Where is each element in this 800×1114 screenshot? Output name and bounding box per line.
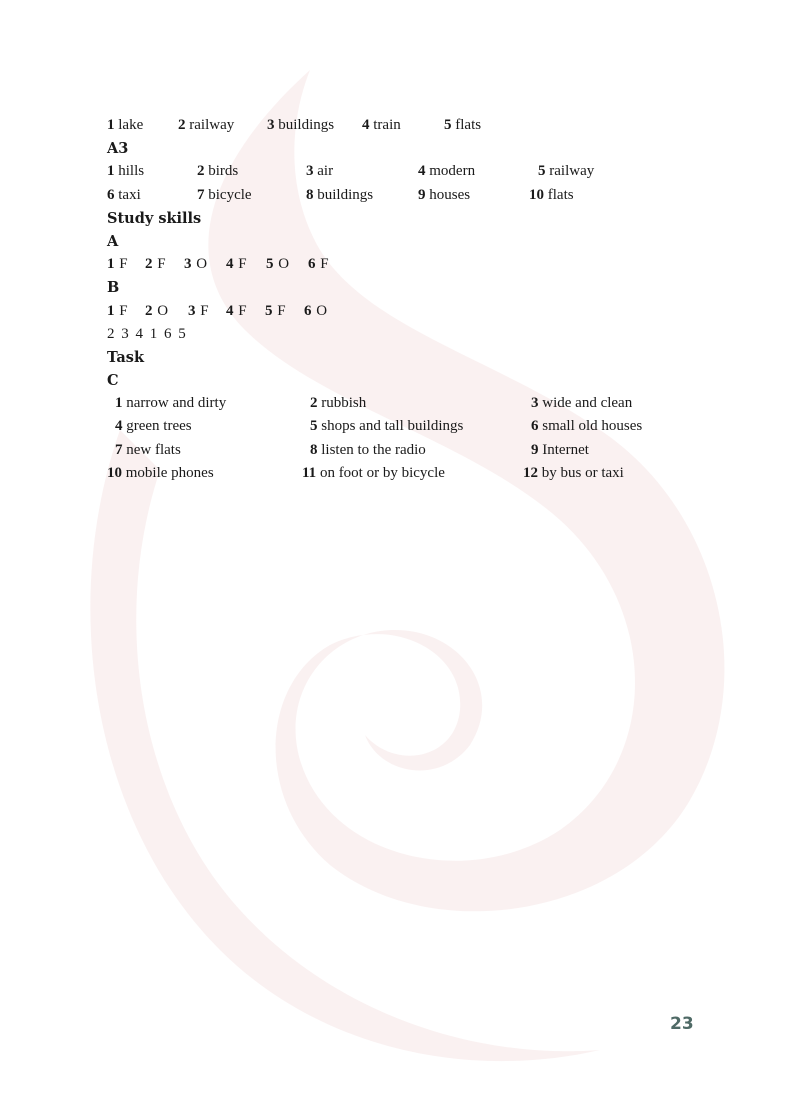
answer-item: 5 O: [266, 256, 290, 273]
answer-item: 3 wide and clean: [531, 395, 633, 412]
answer-item: 5 F: [265, 302, 287, 319]
answer-item: 4 F: [226, 302, 248, 319]
answer-item: 10 mobile phones: [107, 464, 214, 481]
answer-item: 4 green trees: [115, 418, 192, 435]
subsection-heading-a: [107, 230, 707, 253]
answer-item: 9 houses: [418, 186, 471, 203]
answer-item: 8 buildings: [306, 186, 374, 203]
task-c-row-1: [107, 392, 707, 415]
answer-item: 5 railway: [538, 163, 595, 180]
section-heading-a3: [107, 137, 707, 160]
answer-item: 2 F: [145, 256, 167, 273]
heading-task: Task: [107, 348, 145, 366]
task-c-row-2: [107, 415, 707, 438]
heading-c: C: [107, 372, 119, 390]
answer-item: 10 flats: [529, 186, 574, 203]
answer-item: 6 taxi: [107, 186, 141, 203]
answer-item: 1 narrow and dirty: [115, 395, 227, 412]
subsection-heading-b: [107, 276, 707, 299]
answer-item: 7 bicycle: [197, 186, 252, 203]
order-sequence: 2 3 4 1 6 5: [107, 325, 188, 342]
heading-b: B: [107, 279, 120, 297]
answer-item: 9 Internet: [531, 441, 589, 458]
page-number: 23: [670, 1014, 694, 1034]
heading-a: A: [107, 232, 119, 250]
a3-row-2: [107, 184, 707, 207]
answer-item: 11 on foot or by bicycle: [302, 464, 445, 481]
answer-item: 3 F: [188, 302, 210, 319]
answer-item: 6 small old houses: [531, 418, 643, 435]
answer-item: 2 birds: [197, 163, 239, 180]
answer-item: 1 hills: [107, 163, 145, 180]
answer-key: [107, 114, 707, 485]
study-skills-b-order: [107, 323, 707, 346]
answer-item: 3 buildings: [267, 117, 335, 133]
answer-item: 3 air: [306, 163, 334, 180]
section-heading-task: [107, 346, 707, 369]
a3-row-1: [107, 160, 707, 183]
heading-a3: A3: [107, 140, 129, 158]
section-heading-study-skills: [107, 207, 707, 230]
answer-item: 2 railway: [178, 117, 235, 133]
answer-item: 1 F: [107, 256, 129, 273]
answer-item: 12 by bus or taxi: [523, 464, 624, 481]
answer-item: 6 F: [308, 256, 330, 273]
answer-item: 1 lake: [107, 117, 144, 133]
answer-item: 4 modern: [418, 163, 476, 180]
answer-item: 8 listen to the radio: [310, 441, 426, 458]
answer-item: 5 flats: [444, 117, 482, 133]
study-skills-b-answers: [107, 300, 707, 323]
heading-study-skills: Study skills: [107, 209, 202, 227]
answers-line-1: [107, 114, 707, 137]
answer-item: 7 new flats: [115, 441, 181, 458]
study-skills-a-answers: [107, 253, 707, 276]
answer-item: 1 F: [107, 302, 129, 319]
answer-item: 2 rubbish: [310, 395, 367, 412]
answer-item: 4 train: [362, 117, 401, 133]
answer-item: 4 F: [226, 256, 248, 273]
task-c-row-3: [107, 439, 707, 462]
task-c-row-4: [107, 462, 707, 485]
answer-item: 2 O: [145, 302, 169, 319]
answer-item: 6 O: [304, 302, 328, 319]
subsection-heading-c: [107, 369, 707, 392]
answer-item: 3 O: [184, 256, 208, 273]
answer-item: 5 shops and tall buildings: [310, 418, 464, 435]
